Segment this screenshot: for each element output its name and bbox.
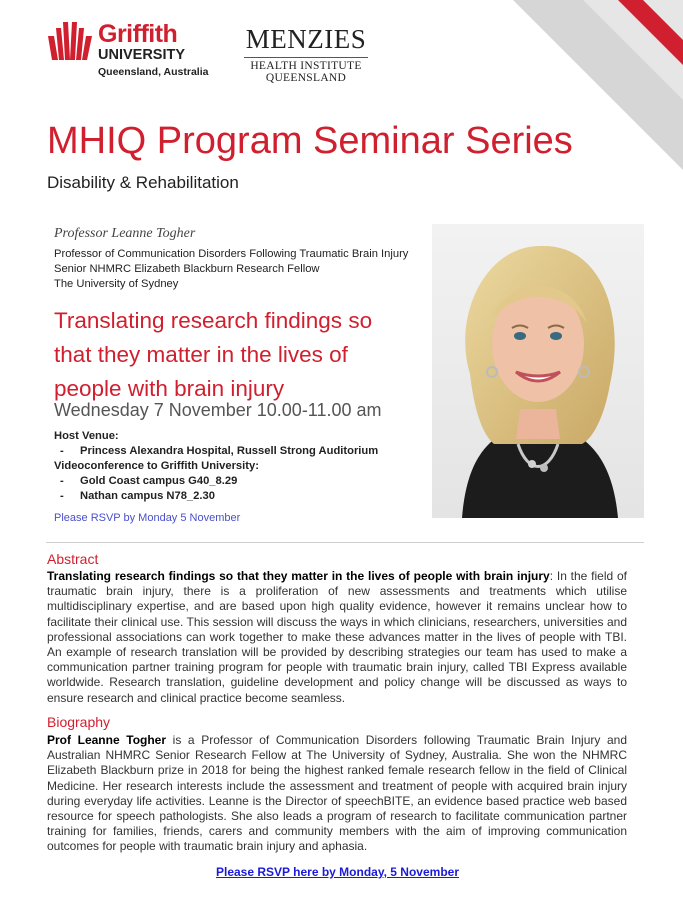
menzies-logo bbox=[236, 26, 376, 84]
abstract-lead: Translating research findings so that they matter in the lives of people with brain injury bbox=[47, 569, 550, 583]
campus-text: Gold Coast campus G40_8.29 bbox=[80, 475, 238, 487]
host-venue-item bbox=[60, 445, 378, 457]
menzies-name: MENZIES bbox=[245, 24, 367, 54]
talk-title-line: Translating research findings so bbox=[54, 308, 373, 333]
griffith-university-logo bbox=[46, 22, 208, 77]
biography-text bbox=[47, 733, 627, 855]
list-dash: - bbox=[60, 445, 64, 457]
campus-text: Nathan campus N78_2.30 bbox=[80, 490, 215, 502]
talk-title-line: that they matter in the lives of bbox=[54, 342, 348, 367]
videoconference-label: Videoconference to Griffith University: bbox=[54, 460, 259, 472]
page-title: MHIQ Program Seminar Series bbox=[47, 120, 573, 162]
list-dash: - bbox=[60, 475, 64, 487]
menzies-sub1: HEALTH INSTITUTE bbox=[250, 60, 362, 72]
event-datetime: Wednesday 7 November 10.00-11.00 am bbox=[54, 400, 382, 420]
rsvp-note: Please RSVP by Monday 5 November bbox=[54, 512, 241, 524]
griffith-name: Griffith bbox=[98, 20, 178, 48]
abstract-text bbox=[47, 569, 627, 706]
section-divider bbox=[46, 542, 644, 543]
griffith-flame-icon bbox=[46, 22, 94, 64]
host-venue-label: Host Venue: bbox=[54, 430, 119, 442]
host-venue-text: Princess Alexandra Hospital, Russell Strong Auditorium bbox=[80, 445, 379, 457]
biography-body: is a Professor of Communication Disorders following Traumatic Brain Injury and Australian NHMRC Senior Research Fellow at The University of Sydney, Australia. She won the NHMRC Elizabeth Blackburn prize in 2018 for being the highest ranked female research fellow in the field of Clinical Medicine. Her research interests include the assessment and treatment of people with acquired brain injury during everyday life activities. Leanne is the Director of speechBITE, an evidence based practice web based resource for speech pathologists. She also leads a program of research to facilitate communication partner training for families, friends, carers and community members with the aim of improving communication outcomes for people with traumatic brain injury and aphasia. bbox=[47, 733, 628, 854]
rsvp-link[interactable]: Please RSVP here by Monday, 5 November bbox=[216, 865, 459, 879]
campus-item bbox=[60, 490, 215, 502]
speaker-photo bbox=[432, 224, 644, 518]
talk-title bbox=[54, 304, 434, 406]
griffith-location: Queensland, Australia bbox=[98, 65, 209, 78]
page-subtitle: Disability & Rehabilitation bbox=[47, 173, 239, 192]
speaker-role: Senior NHMRC Elizabeth Blackburn Research Fellow bbox=[54, 263, 320, 275]
menzies-rule bbox=[244, 57, 368, 58]
biography-heading: Biography bbox=[47, 714, 111, 730]
talk-title-line: people with brain injury bbox=[54, 376, 285, 401]
abstract-body: : In the field of traumatic brain injury, there is a proliferation of new assessments and treatments which utilise multidisciplinary expertise, and are based upon high quality evidence, however it remains unclear how to facilitate their clinical use. This session will discuss the ways in which clinicians, researchers, universities and professional associations can work together to make these advances matter in the lives of people with TBI. An example of research translation will be provided by describing strategies our team has used to make a communication partner training program for people with traumatic brain injury, called TBI Express available worldwide. Research translation, guideline development and policy change will be discussed as ways to ensure research and clinical practice become seamless. bbox=[47, 569, 627, 705]
biography-lead: Prof Leanne Togher bbox=[47, 733, 167, 747]
speaker-name: Professor Leanne Togher bbox=[54, 226, 196, 241]
griffith-university: UNIVERSITY bbox=[98, 47, 186, 63]
campus-item bbox=[60, 475, 237, 487]
abstract-heading: Abstract bbox=[47, 551, 99, 567]
speaker-affiliation: The University of Sydney bbox=[54, 278, 179, 290]
speaker-role: Professor of Communication Disorders Following Traumatic Brain Injury bbox=[54, 248, 409, 260]
menzies-sub2: QUEENSLAND bbox=[265, 72, 347, 85]
list-dash: - bbox=[60, 490, 64, 502]
